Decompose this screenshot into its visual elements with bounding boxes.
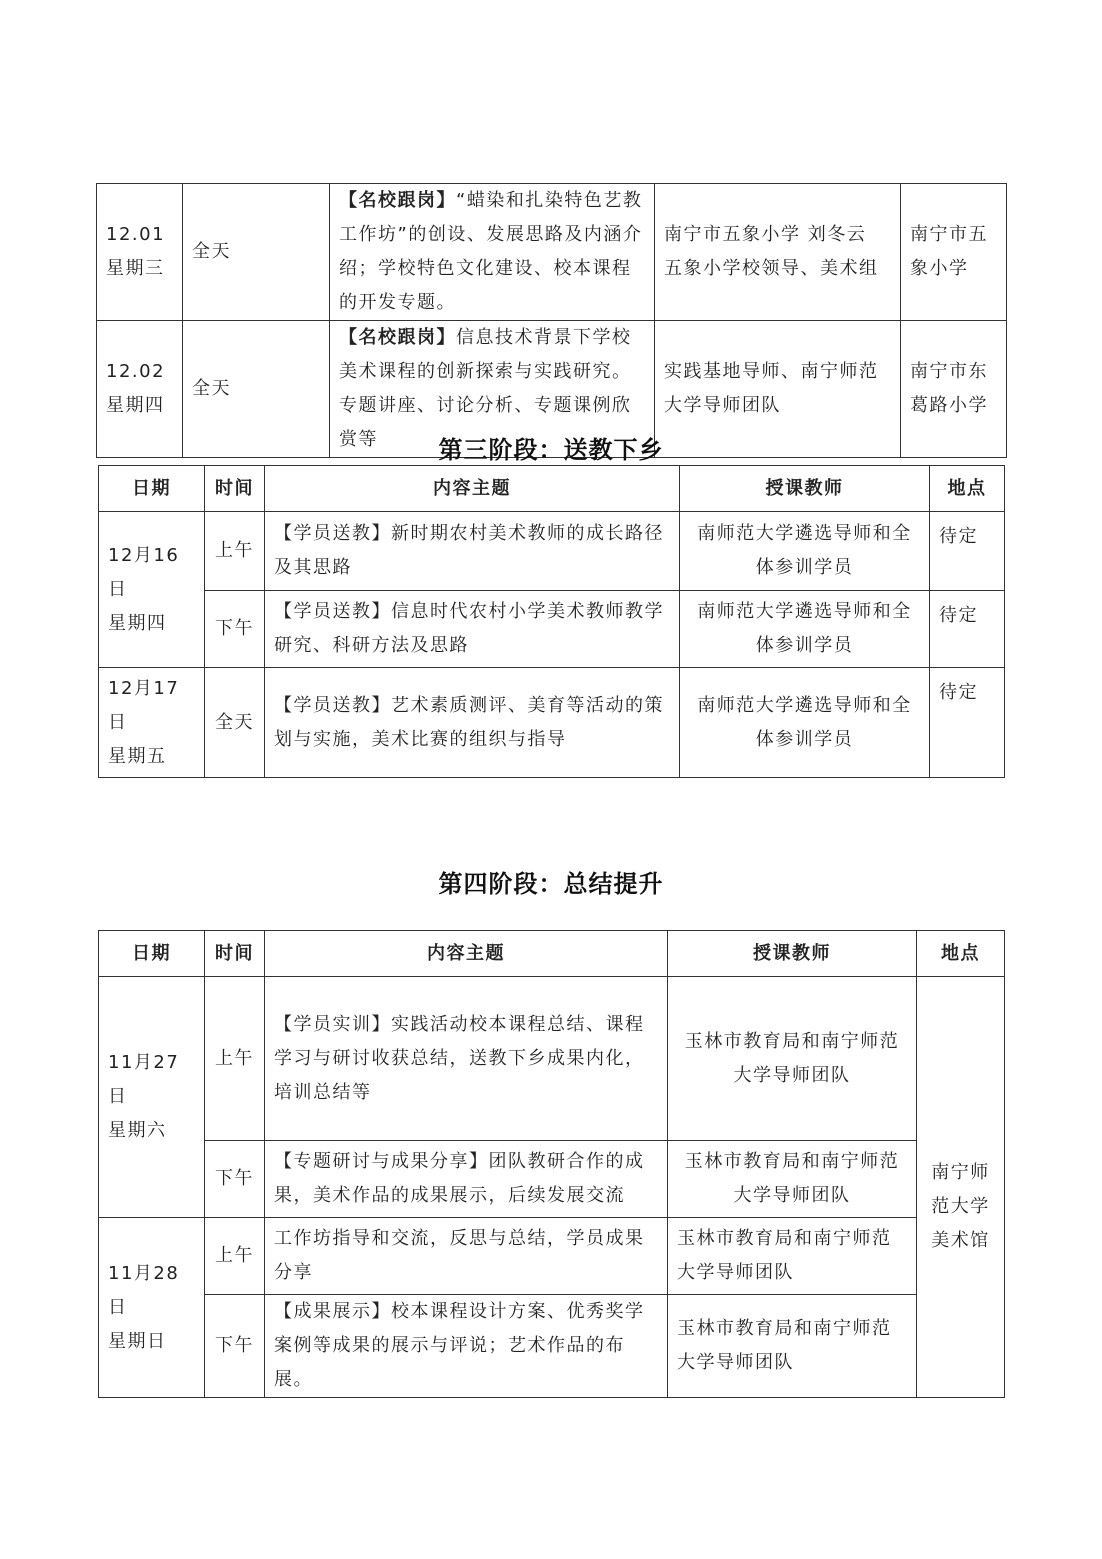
date-cell: 12.01 星期三 [97,184,183,321]
header-date: 日期 [99,931,205,977]
header-row [99,466,1005,512]
header-content: 内容主题 [265,931,668,977]
content-tag: 【名校跟岗】 [339,327,456,348]
place-cell: 南宁市五 象小学 [901,184,1007,321]
teacher-cell: 南宁市五象小学 刘冬云 五象小学校领导、美术组 [655,184,901,321]
content-cell [265,977,668,1141]
content-text: 信息技术背景下学校美术课程的创新探索与实践研究。专题讲座、讨论分析、专题课例欣赏等 [339,327,632,450]
content-cell [265,591,680,668]
time-cell: 全天 [205,668,265,778]
time-cell: 上午 [205,512,265,591]
time-cell: 下午 [205,591,265,668]
teacher-cell: 玉林市教育局和南宁师范大学导师团队 [668,977,917,1141]
content-cell [330,184,655,321]
place-cell: 待定 [930,591,1005,668]
table-row [99,591,1005,668]
schedule-table-stage2 [96,183,1007,458]
content-text: 团队教研合作的成果，美术作品的成果展示，后续发展交流 [274,1151,645,1206]
teacher-cell: 南师范大学遴选导师和全体参训学员 [680,591,930,668]
header-teacher: 授课教师 [668,931,917,977]
content-text: 工作坊指导和交流，反思与总结，学员成果分享 [274,1228,645,1283]
header-date: 日期 [99,466,205,512]
date-cell: 12月16日 星期四 [99,512,205,668]
content-tag: 【学员送教】 [274,694,391,716]
content-tag: 【学员送教】 [274,601,391,622]
time-cell: 上午 [205,977,265,1141]
content-cell [265,1295,668,1398]
content-text: 艺术素质测评、美育等活动的策划与实施，美术比赛的组织与指导 [274,694,664,750]
time-cell: 上午 [205,1218,265,1295]
header-row [99,931,1005,977]
time-cell: 全天 [183,184,330,321]
content-text: 校本课程设计方案、优秀奖学案例等成果的展示与评说；艺术作品的布展。 [274,1301,645,1390]
header-teacher: 授课教师 [680,466,930,512]
schedule-table-stage3 [98,465,1005,778]
date-cell: 11月28日 星期日 [99,1218,205,1398]
content-tag: 【学员送教】 [274,523,391,544]
content-tag: 【专题研讨与成果分享】 [274,1151,489,1172]
content-cell [265,512,680,591]
place-cell: 待定 [930,668,1005,778]
date-cell: 12.02 星期四 [97,321,183,458]
teacher-cell: 南师范大学遴选导师和全体参训学员 [680,668,930,778]
stage3-title: 第三阶段：送教下乡 [438,436,664,464]
table-row [99,668,1005,778]
content-tag: 【学员实训】 [274,1013,391,1035]
content-cell [265,1218,668,1295]
content-cell [265,1141,668,1218]
time-cell: 下午 [205,1295,265,1398]
table-row [97,184,1007,321]
teacher-cell: 玉林市教育局和南宁师范大学导师团队 [668,1218,917,1295]
place-cell: 待定 [930,512,1005,591]
time-cell: 全天 [183,321,330,458]
teacher-cell: 玉林市教育局和南宁师范大学导师团队 [668,1295,917,1398]
content-text: 实践活动校本课程总结、课程学习与研讨收获总结，送教下乡成果内化，培训总结等 [274,1013,645,1103]
table-row [99,1295,1005,1398]
content-tag: 【名校跟岗】 [339,190,456,211]
header-time: 时间 [205,931,265,977]
content-text: 新时期农村美术教师的成长路径及其思路 [274,523,664,578]
teacher-cell: 南师范大学遴选导师和全体参训学员 [680,512,930,591]
teacher-cell: 实践基地导师、南宁师范大学导师团队 [655,321,901,458]
teacher-cell: 玉林市教育局和南宁师范大学导师团队 [668,1141,917,1218]
header-content: 内容主题 [265,466,680,512]
header-time: 时间 [205,466,265,512]
place-cell: 南宁师 范大学 美术馆 [917,977,1005,1398]
table-row [99,977,1005,1141]
content-cell [265,668,680,778]
content-tag: 【成果展示】 [274,1301,391,1322]
table-row [99,512,1005,591]
content-text: 信息时代农村小学美术教师教学研究、科研方法及思路 [274,601,664,656]
header-place: 地点 [930,466,1005,512]
schedule-table-stage4 [98,930,1005,1398]
stage4-title: 第四阶段：总结提升 [438,870,664,898]
table-row [99,1141,1005,1218]
place-cell: 南宁市东 葛路小学 [901,321,1007,458]
header-place: 地点 [917,931,1005,977]
date-cell: 11月27日 星期六 [99,977,205,1218]
table-row [99,1218,1005,1295]
date-cell: 12月17日 星期五 [99,668,205,778]
time-cell: 下午 [205,1141,265,1218]
content-text: “蜡染和扎染特色艺教工作坊”的创设、发展思路及内涵介绍；学校特色文化建设、校本课程的开发专题。 [339,190,643,313]
